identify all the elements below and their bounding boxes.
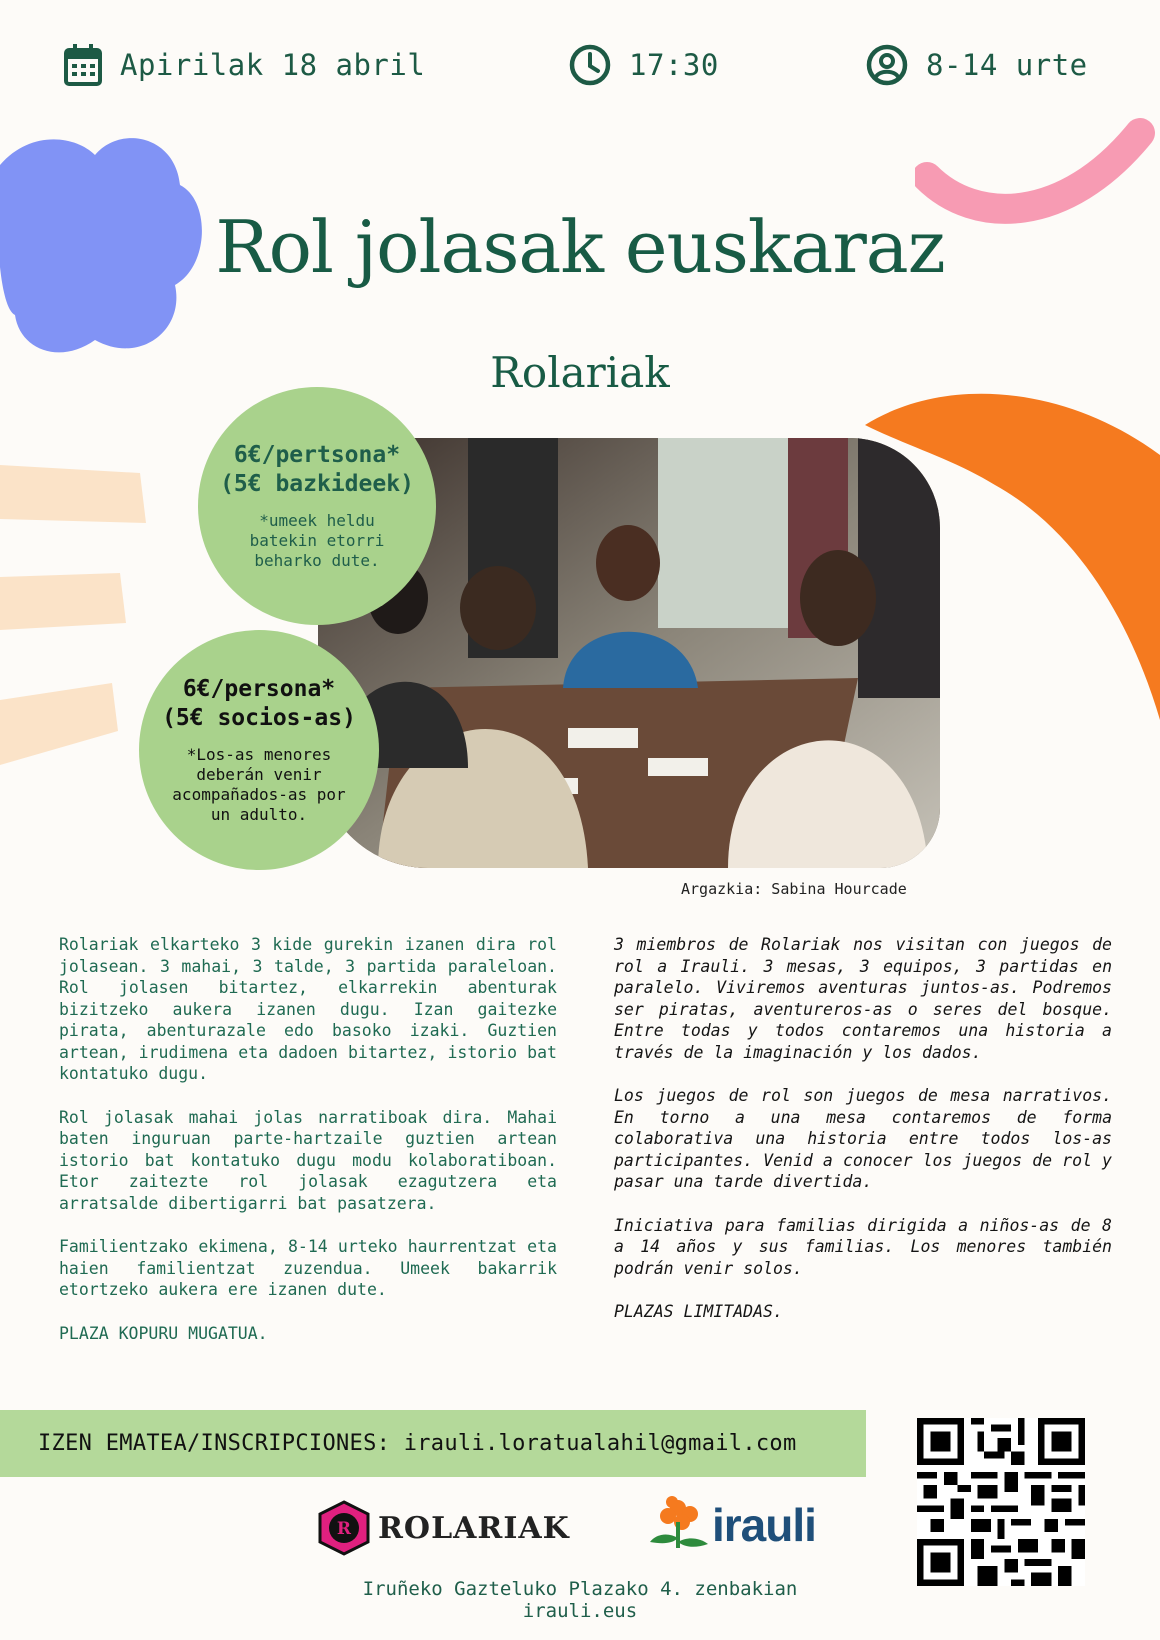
page-subtitle: Rolariak (490, 348, 670, 397)
photo-credit: Argazkia: Sabina Hourcade (681, 880, 907, 898)
qr-code-icon[interactable] (917, 1418, 1085, 1586)
time-text: 17:30 (629, 48, 719, 82)
peach-stripes-shape (0, 465, 160, 775)
rolariak-emblem-icon (316, 1500, 372, 1556)
calendar-icon (64, 44, 102, 86)
body-es-paragraph: 3 miembros de Rolariak nos visitan con juegos de rol a Irauli. 3 mesas, 3 equipos, 3 partidas en paralelo. Viviremos aventuras juntos-as. Podremos ser piratas, aventureros-as o seres del bosque. Entre todas y todos contaremos una historia a través de la imaginación y los dados. (614, 935, 1112, 1062)
user-circle-icon (866, 44, 908, 86)
address (0, 1578, 1160, 1622)
time-info (569, 44, 719, 86)
rolariak-logo (316, 1500, 570, 1556)
body-es-paragraph: PLAZAS LIMITADAS. (614, 1302, 783, 1321)
irauli-flower-icon (648, 1494, 710, 1552)
irauli-logo (648, 1494, 816, 1552)
date-text: Apirilak 18 abril (120, 48, 426, 82)
registration-text[interactable]: IZEN EMATEA/INSCRIPCIONES: irauli.loratualahil@gmail.com (38, 1431, 797, 1456)
price-eu-note: *umeek heldu batekin etorri beharko dute. (249, 511, 385, 570)
price-es-line1: 6€/persona* (182, 676, 336, 702)
date-info (64, 44, 425, 86)
price-eu-line1: 6€/pertsona* (233, 442, 401, 468)
age-text: 8-14 urte (926, 48, 1088, 82)
registration-bar (0, 1410, 866, 1477)
body-text-basque (59, 934, 557, 1366)
body-es-paragraph: Los juegos de rol son juegos de mesa narrativos. En torno a una mesa contaremos de forma colaborativa una historia entre todos los-as participantes. Venid a conocer los juegos de rol y pasar una tarde divertida. (614, 1086, 1112, 1191)
price-circle-eu (198, 387, 436, 625)
clock-icon (569, 44, 611, 86)
price-eu-line2: (5€ bazkideek) (220, 471, 414, 497)
page-title: Rol jolasak euskaraz (215, 205, 945, 289)
body-eu-paragraph: Familientzako ekimena, 8-14 urteko haurrentzat eta haien familientzat zuzendua. Umeek bakarrik etortzeko aukera ere izanen dute. (59, 1237, 557, 1299)
rolariak-logo-text: ROLARIAK (378, 1510, 570, 1546)
body-eu-paragraph: Rol jolasak mahai jolas narratiboak dira. Mahai baten inguruan parte-hartzaile guztien artean istorio bat kontatuko dugu modu kolaboratiboan. Etor zaitezte rol jolasak ezagutzera eta arratsalde dibertigarri bat pasatzera. (59, 1107, 557, 1213)
irauli-logo-text: irauli (712, 1499, 816, 1551)
svg-text:R: R (336, 1519, 352, 1539)
body-eu-paragraph: Rolariak elkarteko 3 kide gurekin izanen dira rol jolasean. 3 mahai, 3 talde, 3 partida paraleloan. Rol jolasen bitartez, elkarrekin abenturak bizitzeko aukera izanen dugu. Izan gaitezke pirata, abenturazale edo basoko izaki. Guztien artean, irudimena eta dadoen bitartez, istorio bat kontatuko dugu. (59, 935, 557, 1083)
price-es-line2: (5€ socios-as) (162, 705, 356, 731)
website-link[interactable]: irauli.eus (522, 1600, 638, 1622)
body-text-spanish (614, 934, 1112, 1345)
address-line: Iruñeko Gazteluko Plazako 4. zenbakian (362, 1578, 798, 1600)
age-info (866, 44, 1088, 86)
price-es-note: *Los-as menores deberán venir acompañados-as por un adulto. (172, 745, 346, 824)
body-es-paragraph: Iniciativa para familias dirigida a niños-as de 8 a 14 años y sus familias. Los menores también podrán venir solos. (614, 1215, 1112, 1278)
price-circle-es (139, 630, 379, 870)
body-eu-paragraph: PLAZA KOPURU MUGATUA. (59, 1323, 268, 1343)
